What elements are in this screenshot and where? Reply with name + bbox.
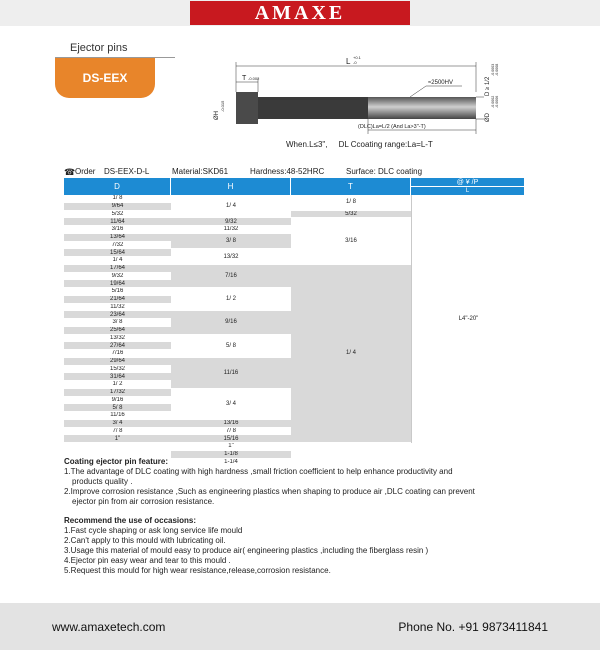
h-cell: 11/16 bbox=[171, 358, 291, 389]
d-cell: 3/16 bbox=[64, 226, 171, 234]
d-cell: 29/64 bbox=[64, 358, 171, 366]
h-cell: 9/32 bbox=[171, 218, 291, 226]
d-cell: 27/64 bbox=[64, 342, 171, 350]
product-code-badge: DS-EEX bbox=[55, 58, 155, 98]
h-cell: 11/32 bbox=[171, 226, 291, 234]
d-cell: 1/ 4 bbox=[64, 257, 171, 265]
feature-line-3: 2.Improve corrosion resistance ,Such as engineering plastics when shaping to produce air ,DLC coating can prevent bbox=[64, 487, 475, 496]
d-cell: 1/ 8 bbox=[64, 195, 171, 203]
d2-tol-bottom: -0.0008 bbox=[495, 63, 499, 76]
surface-info: Surface: DLC coating bbox=[346, 167, 423, 176]
header-l: L bbox=[465, 188, 470, 194]
d-cell: 11/32 bbox=[64, 304, 171, 312]
d-cell: 15/32 bbox=[64, 366, 171, 374]
occasion-line-3: 3.Usage this material of mould easy to produce air( engineering plastics ,including the fiberglass resin ) bbox=[64, 546, 429, 555]
d2-tol-top: -0.0003 bbox=[491, 63, 495, 76]
feature-line-1: 1.The advantage of DLC coating with high hardness ,small friction coefficient to help enhance productivity and bbox=[64, 467, 453, 476]
h-cell: 1-1/8 bbox=[171, 451, 291, 459]
h-cell: 1/ 2 bbox=[171, 288, 291, 311]
feature-line-4: ejector pin from air corrosion resistance. bbox=[72, 497, 215, 506]
d-cell: 11/16 bbox=[64, 412, 171, 420]
d-cell: 31/64 bbox=[64, 373, 171, 381]
pin-head bbox=[236, 92, 258, 124]
feature-line-2: products quality . bbox=[72, 477, 133, 486]
h-cell: 1" bbox=[171, 443, 291, 451]
material-info: Material:SKD61 bbox=[172, 167, 229, 176]
d-cell: 11/64 bbox=[64, 218, 171, 226]
t-cell: 1/ 4 bbox=[291, 265, 411, 443]
when-text: When.L≤3", bbox=[286, 140, 328, 149]
d-cell: 19/64 bbox=[64, 280, 171, 288]
d-cell: 17/64 bbox=[64, 265, 171, 273]
features-title: Coating ejector pin feature: bbox=[64, 457, 169, 466]
d-cell: 1/ 2 bbox=[64, 381, 171, 389]
header-price: @ ¥ /P bbox=[411, 178, 524, 187]
phone-number: Phone No. +91 9873411841 bbox=[398, 620, 548, 634]
order-code: DS-EEX-D-L bbox=[104, 167, 150, 176]
t-tol: -0.002 bbox=[248, 76, 260, 81]
d-tol-bottom: -0.0006 bbox=[495, 95, 499, 108]
h-cell: 3/ 8 bbox=[171, 234, 291, 250]
t-cell: 3/16 bbox=[291, 218, 411, 265]
d-cell: 1" bbox=[64, 435, 171, 443]
occasion-line-1: 1.Fast cycle shaping or ask long service life mould bbox=[64, 526, 243, 535]
footer bbox=[0, 603, 600, 650]
d-cell: 3/ 4 bbox=[64, 420, 171, 428]
pin-shank bbox=[258, 97, 368, 119]
t-cell: 5/32 bbox=[291, 211, 411, 219]
h-cell: 13/16 bbox=[171, 420, 291, 428]
d-cell: 25/64 bbox=[64, 327, 171, 335]
website-link[interactable]: www.amaxetech.com bbox=[52, 620, 166, 634]
h-cell: 9/16 bbox=[171, 311, 291, 334]
column-l bbox=[411, 195, 524, 443]
h-cell: 7/16 bbox=[171, 265, 291, 288]
d-cell: 7/ 8 bbox=[64, 428, 171, 436]
header-t: T bbox=[291, 178, 411, 195]
table-header bbox=[64, 178, 524, 195]
d-tol-top: -0.0002 bbox=[491, 95, 495, 108]
d-cell: 5/32 bbox=[64, 211, 171, 219]
d-cell: 23/64 bbox=[64, 311, 171, 319]
l-range-cell: L4"-20" bbox=[412, 195, 525, 443]
h-cell: 5/ 8 bbox=[171, 335, 291, 358]
top-banner bbox=[0, 0, 600, 26]
d-cell: 7/16 bbox=[64, 350, 171, 358]
d-cell: 9/64 bbox=[64, 203, 171, 211]
d-cell: 21/64 bbox=[64, 296, 171, 304]
occasion-line-5: 5.Request this mould for high wear resistance,release,corrosion resistance. bbox=[64, 566, 331, 575]
length-tol-top: +0.1 bbox=[353, 55, 361, 60]
d-cell: 15/64 bbox=[64, 249, 171, 257]
h-tol: -0.015 bbox=[220, 100, 225, 112]
h-label: ØH bbox=[214, 111, 220, 120]
telephone-icon: ☎ bbox=[64, 167, 76, 177]
hardness-label: ≈2500HV bbox=[428, 80, 453, 86]
order-label: Order bbox=[75, 167, 96, 176]
length-tol-bottom: -0 bbox=[353, 60, 357, 65]
d-cell: 9/32 bbox=[64, 273, 171, 281]
features-section bbox=[64, 457, 544, 576]
section-title: Ejector pins bbox=[70, 42, 128, 54]
d-cell: 7/32 bbox=[64, 242, 171, 250]
h-cell: 7/ 8 bbox=[171, 428, 291, 436]
range-text: DL Ccoating range:La=L-T bbox=[338, 140, 433, 149]
occasion-line-4: 4.Ejector pin easy wear and tear to this mould . bbox=[64, 556, 231, 565]
pin-coated-section bbox=[368, 97, 476, 119]
d-cell: 17/32 bbox=[64, 389, 171, 397]
d-cell: 13/32 bbox=[64, 335, 171, 343]
t-cell: 1/ 8 bbox=[291, 195, 411, 211]
occasions-title: Recommend the use of occasions: bbox=[64, 516, 197, 525]
h-cell: 3/ 4 bbox=[171, 389, 291, 420]
h-cell: 13/32 bbox=[171, 249, 291, 265]
d-cell: 3/ 8 bbox=[64, 319, 171, 327]
h-cell: 15/16 bbox=[171, 435, 291, 443]
t-label: T bbox=[242, 75, 247, 82]
header-h: H bbox=[171, 178, 291, 195]
d-label: ØD bbox=[485, 113, 491, 122]
occasion-line-2: 2.Can't apply to this mould with lubricating oil. bbox=[64, 536, 226, 545]
header-d: D bbox=[64, 178, 171, 195]
d-cell: 13/64 bbox=[64, 234, 171, 242]
amaxe-logo: AMAXE bbox=[190, 1, 410, 25]
header-lp bbox=[411, 178, 524, 195]
dlc-range-label: (DLC)La=L/2 (And La>3"-T) bbox=[358, 124, 426, 130]
d-cell: 5/16 bbox=[64, 288, 171, 296]
d-cell: 5/ 8 bbox=[64, 404, 171, 412]
hardness-info: Hardness:48-52HRC bbox=[250, 167, 325, 176]
coating-caption bbox=[286, 140, 433, 149]
d-cell: 9/16 bbox=[64, 397, 171, 405]
length-label: L bbox=[346, 57, 351, 66]
h-cell: 1-1/4 bbox=[171, 459, 291, 467]
d2-label: D ≥ 1/2 bbox=[485, 76, 491, 96]
h-cell: 1/ 4 bbox=[171, 195, 291, 218]
